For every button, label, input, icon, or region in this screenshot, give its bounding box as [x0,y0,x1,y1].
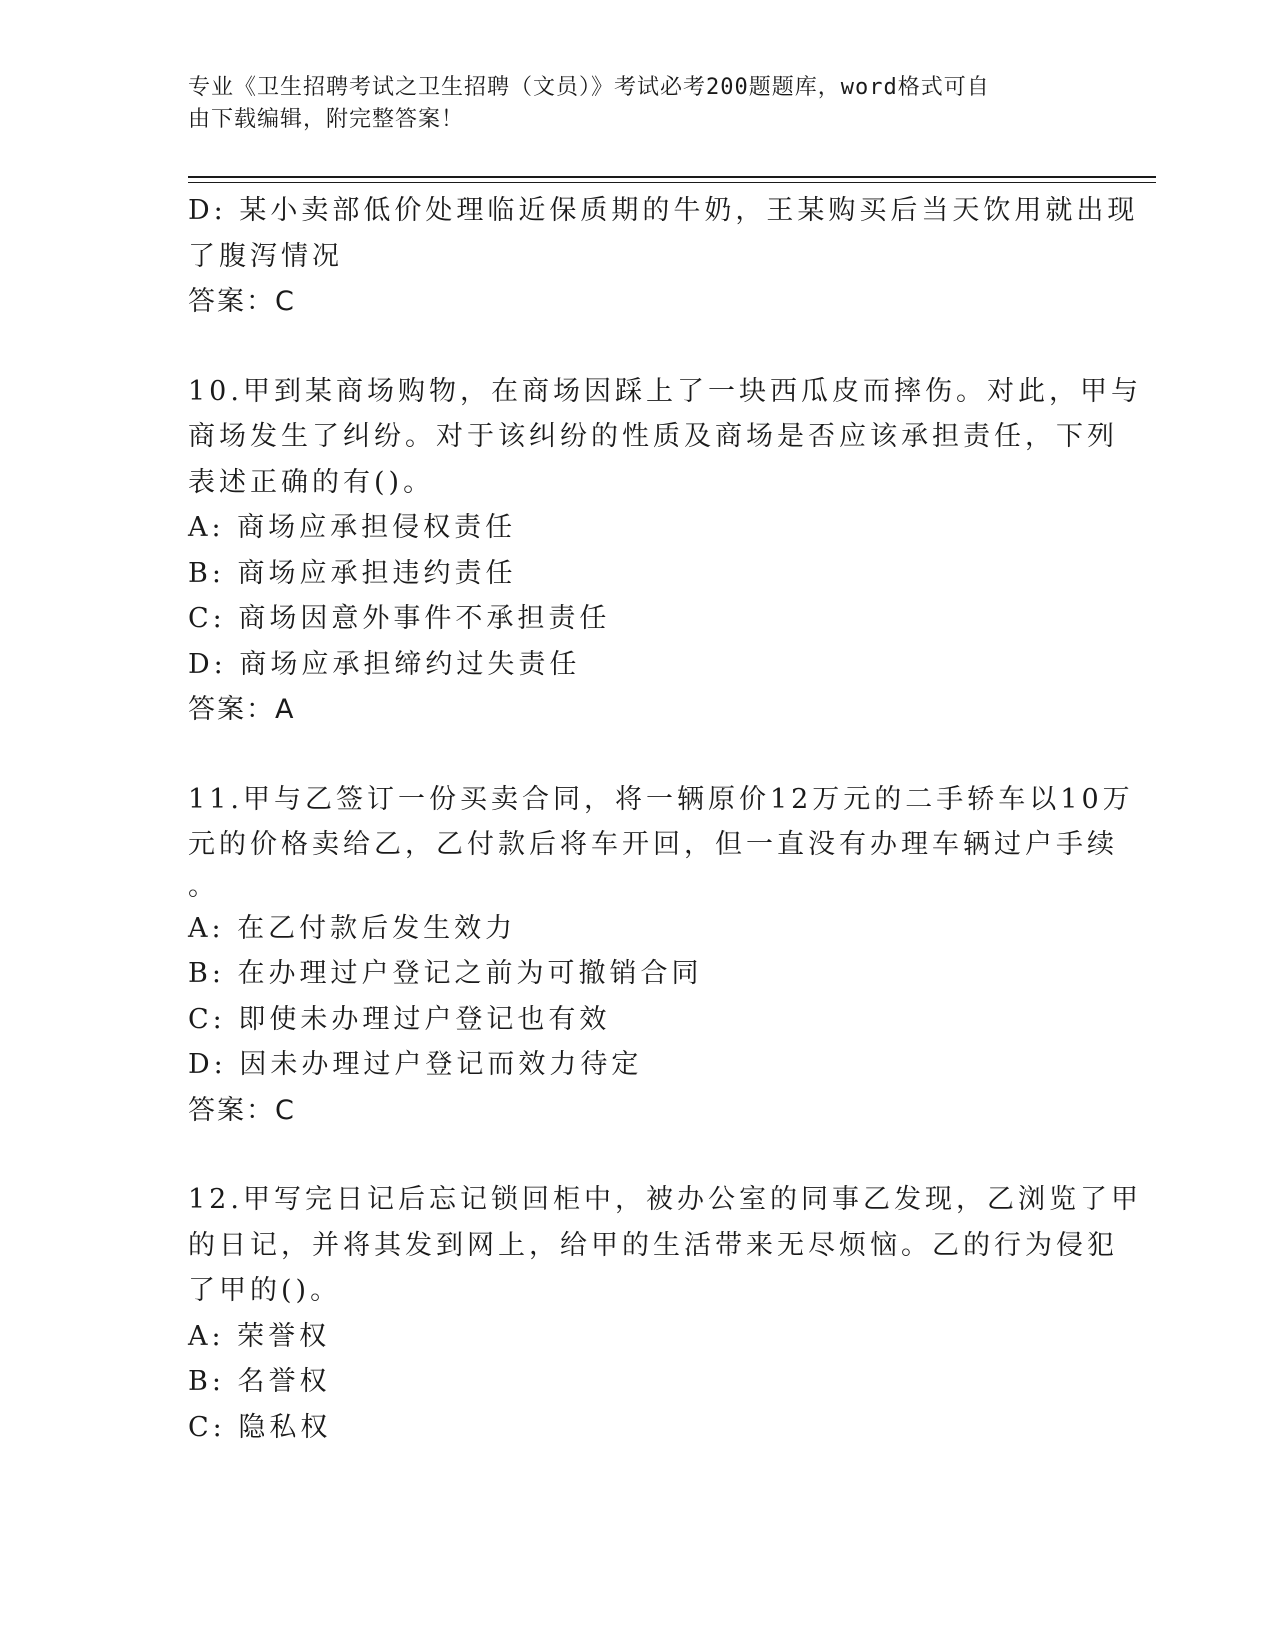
header-line: 由下载编辑，附完整答案！ [188,107,465,132]
question-list [188,188,1142,1450]
header-line: 专业《卫生招聘考试之卫生招聘（文员）》考试必考200题题库，word格式可自 [188,75,990,100]
option-c: C: 商场因意外事件不承担责任 [188,603,611,634]
answer: 答案：A [188,694,296,725]
question-stem-line: 商场发生了纠纷。对于该纠纷的性质及商场是否应该承担责任，下列 [188,421,1118,452]
question-stem-line: 的日记，并将其发到网上，给甲的生活带来无尽烦恼。乙的行为侵犯 [188,1229,1118,1261]
option-c: C: 隐私权 [188,1411,332,1443]
question-stem-line: 12.甲写完日记后忘记锁回柜中，被办公室的同事乙发现，乙浏览了甲 [188,1184,1142,1215]
question-stem-line: 。 [188,870,219,902]
option-a: A: 在乙付款后发生效力 [188,912,517,944]
question-stem-line: 10.甲到某商场购物，在商场因踩上了一块西瓜皮而摔伤。对此，甲与 [188,375,1142,407]
option-a: A: 商场应承担侵权责任 [188,512,517,543]
option-b: B: 商场应承担违约责任 [188,557,517,589]
option-d: D: 因未办理过户登记而效力待定 [188,1049,643,1080]
question-9-tail [188,188,1139,325]
header-divider-thick [188,176,1156,178]
answer: 答案：C [188,286,296,317]
option-d-line: 了腹泻情况 [188,240,343,272]
document-header [188,72,1068,136]
question-stem-line: 元的价格卖给乙，乙付款后将车开回，但一直没有办理车辆过户手续 [188,829,1118,860]
option-d: D: 商场应承担缔约过失责任 [188,648,581,680]
option-d-line: D: 某小卖部低价处理临近保质期的牛奶，王某购买后当天饮用就出现 [188,195,1139,226]
option-c: C: 即使未办理过户登记也有效 [188,1003,611,1035]
header-divider-thin [188,182,1156,183]
option-b: B: 在办理过户登记之前为可撤销合同 [188,958,703,989]
question-11 [188,777,1134,1134]
question-stem-line: 11.甲与乙签订一份买卖合同，将一辆原价12万元的二手轿车以10万 [188,783,1134,815]
question-stem-line: 了甲的()。 [188,1275,342,1306]
question-stem-line: 表述正确的有()。 [188,466,435,498]
answer: 答案：C [188,1094,296,1126]
question-12 [188,1177,1142,1450]
question-10 [188,369,1142,733]
option-a: A: 荣誉权 [188,1320,331,1352]
option-b: B: 名誉权 [188,1366,331,1397]
